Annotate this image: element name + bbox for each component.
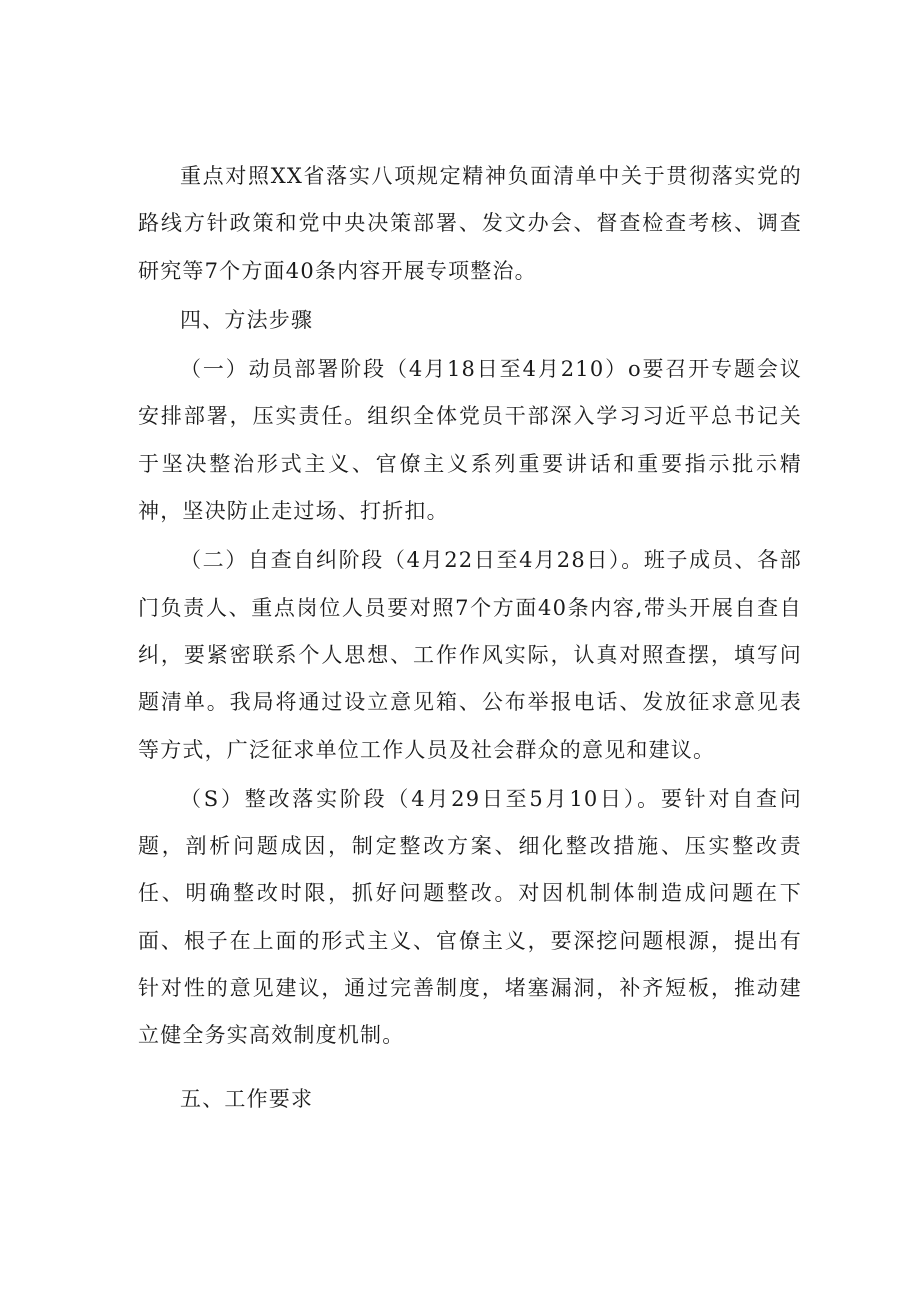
paragraph-step-mobilization: （一）动员部署阶段（4月18日至4月210）o要召开专题会议安排部署，压实责任。组织全体党员干部深入学习习近平总书记关于坚决整治形式主义、官僚主义系列重要讲话和重要指示批示精神，坚决防止走过场、打折扣。 <box>138 357 802 524</box>
paragraph-step-rectification: （S）整改落实阶段（4月29日至5月10日）。要针对自查问题，剖析问题成因，制定整改方案、细化整改措施、压实整改责任、明确整改时限，抓好问题整改。对因机制体制造成问题在下面、根子在上面的形式主义、官僚主义，要深挖问题根源，提出有针对性的意见建议，通过完善制度，堵塞漏洞，补齐短板，推动建立健全务实高效制度机制。 <box>138 786 802 1048</box>
section-heading-methods: 四、方法步骤 <box>180 307 314 332</box>
paragraph-step-self-inspection: （二）自查自纠阶段（4月22日至4月28日）。班子成员、各部门负责人、重点岗位人员要对照7个方面40条内容,带头开展自查自纠，要紧密联系个人思想、工作作风实际，认真对照查摆，填写问题清单。我局将通过设立意见箱、公布举报电话、发放征求意见表等方式，广泛征求单位工作人员及社会群众的意见和建议。 <box>138 548 802 762</box>
paragraph-intro: 重点对照XX省落实八项规定精神负面清单中关于贯彻落实党的路线方针政策和党中央决策部署、发文办会、督查检查考核、调查研究等7个方面40条内容开展专项整治。 <box>138 164 802 283</box>
document-page <box>138 153 802 1123</box>
section-heading-requirements: 五、工作要求 <box>180 1086 314 1111</box>
